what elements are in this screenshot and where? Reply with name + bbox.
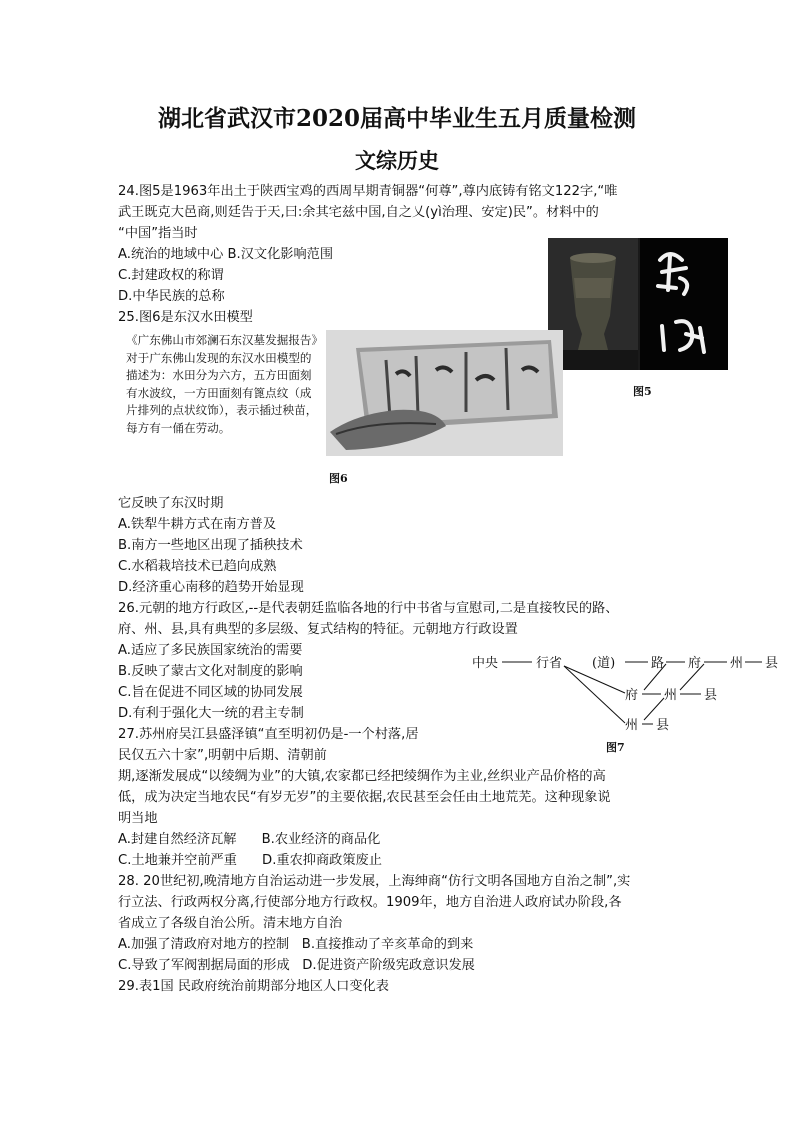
diagram-zhou-1: 州 (730, 656, 744, 671)
q27-line-5: 明当地 (118, 811, 158, 826)
diagram-xian-2: 县 (704, 688, 718, 703)
q27-line-3: 期,逐渐发展成“以绫绸为业”的大镇,农家都已经把绫绸作为主业,丝织业产品价格的高 (118, 769, 606, 784)
figure-6 (118, 330, 563, 458)
figure-6-description: 《广东佛山市郊澜石东汉墓发掘报告》对于广东佛山发现的东汉水田模型的描述为：水田分为六方，五方田面刻有水波纹，一方田面刻有篦点纹（成片排列的点状纹饰），表示插过秧苗，每方有一俑在劳动。 (126, 333, 318, 435)
q25-option-a: A.铁犁牛耕方式在南方普及 (118, 517, 277, 532)
figure-7-caption: 图7 (606, 741, 625, 754)
page-subtitle: 文综历史 (355, 148, 439, 173)
q28-option-ab: A.加强了清政府对地方的控制 B.直接推动了辛亥革命的到来 (118, 937, 474, 952)
diagram-fu-2: 府 (625, 688, 639, 703)
q25-option-d: D.经济重心南移的趋势开始显现 (118, 580, 304, 595)
diagram-xian-3: 县 (656, 718, 670, 733)
diagram-zhou-2: 州 (664, 688, 678, 703)
q26-option-a: A.适应了多民族国家统治的需要 (118, 643, 303, 658)
q28-line-2: 行立法、行政两权分离,行使部分地方行政权。1909年，地方自治进人政府试办阶段,各 (118, 895, 622, 910)
q27-line-1: 27.苏州府吴江县盛泽镇“直至明初仍是-一个村落,居 (118, 727, 419, 742)
paddy-field-model-image (326, 330, 563, 456)
q26-option-c: C.旨在促进不同区域的协同发展 (118, 685, 303, 700)
q26-line-1: 26.元朝的地方行政区,--是代表朝廷监临各地的行中书省与宣慰司,二是直接牧民的路、 (118, 601, 619, 616)
diagram-province: 行省 (536, 656, 563, 671)
q28-option-cd: C.导致了军阀割据局面的形成 D.促进资产阶级宪政意识发展 (118, 958, 475, 973)
q26-option-b: B.反映了蒙古文化对制度的影响 (118, 664, 303, 679)
figure-5-photo (548, 238, 728, 370)
inscription-image (640, 238, 728, 370)
q27-option-ab: A.封建自然经济瓦解 B.农业经济的商品化 (118, 832, 381, 847)
q25-lead: 它反映了东汉时期 (118, 496, 224, 511)
q24-line-3: “中国”指当时 (118, 226, 198, 241)
q27-option-cd: C.土地兼并空前严重 D.重农抑商政策废止 (118, 853, 382, 868)
page-title: 湖北省武汉市2020届高中毕业生五月质量检测 (157, 105, 636, 132)
q25-stem: 25.图6是东汉水田模型 (118, 310, 253, 325)
q24-option-ab: A.统治的地域中心 B.汉文化影响范围 (118, 247, 334, 262)
diagram-lu: 路 (651, 656, 665, 671)
q27-line-4: 低，成为决定当地农民“有岁无岁”的主要依据,农民甚至会任由土地荒芜。这种现象说 (118, 790, 611, 805)
diagram-fu-1: 府 (688, 656, 702, 671)
q24-option-c: C.封建政权的称谓 (118, 268, 224, 283)
q28-line-1: 28. 20世纪初,晚清地方自治运动进一步发展，上海绅商“仿行文明各国地方自治之制”,实 (118, 874, 631, 889)
q27-line-2: 民仅五六十家”,明朝中后期、清朝前 (118, 748, 327, 763)
diagram-central: 中央 (472, 656, 499, 671)
q24-line-2: 武王既克大邑商,则廷告于天,曰:余其宅兹中国,自之乂(yì治理、安定)民”。材料中的 (118, 205, 599, 220)
diagram-dao: (道) (592, 656, 616, 671)
q26-option-d: D.有利于强化大一统的君主专制 (118, 706, 304, 721)
q24-line-1: 24.图5是1963年出土于陕西宝鸡的西周早期青铜器“何尊”,尊内底铸有铭文122字,“唯 (118, 184, 618, 199)
diagram-zhou-3: 州 (625, 718, 639, 733)
q28-line-3: 省成立了各级自治公所。清末地方自治 (118, 916, 343, 931)
figure-5-caption: 图5 (633, 385, 652, 398)
figure-7-diagram (468, 650, 779, 760)
diagram-xian-1: 县 (765, 656, 779, 671)
q29-stem: 29.表1国 民政府统治前期部分地区人口变化表 (118, 979, 389, 994)
q26-line-2: 府、州、县,具有典型的多层级、复式结构的特征。元朝地方行政设置 (118, 622, 518, 637)
q24-option-d: D.中华民族的总称 (118, 289, 225, 304)
q25-option-b: B.南方一些地区出现了插秧技术 (118, 538, 303, 553)
figure-6-caption: 图6 (329, 472, 348, 485)
q25-option-c: C.水稻栽培技术已趋向成熟 (118, 559, 277, 574)
